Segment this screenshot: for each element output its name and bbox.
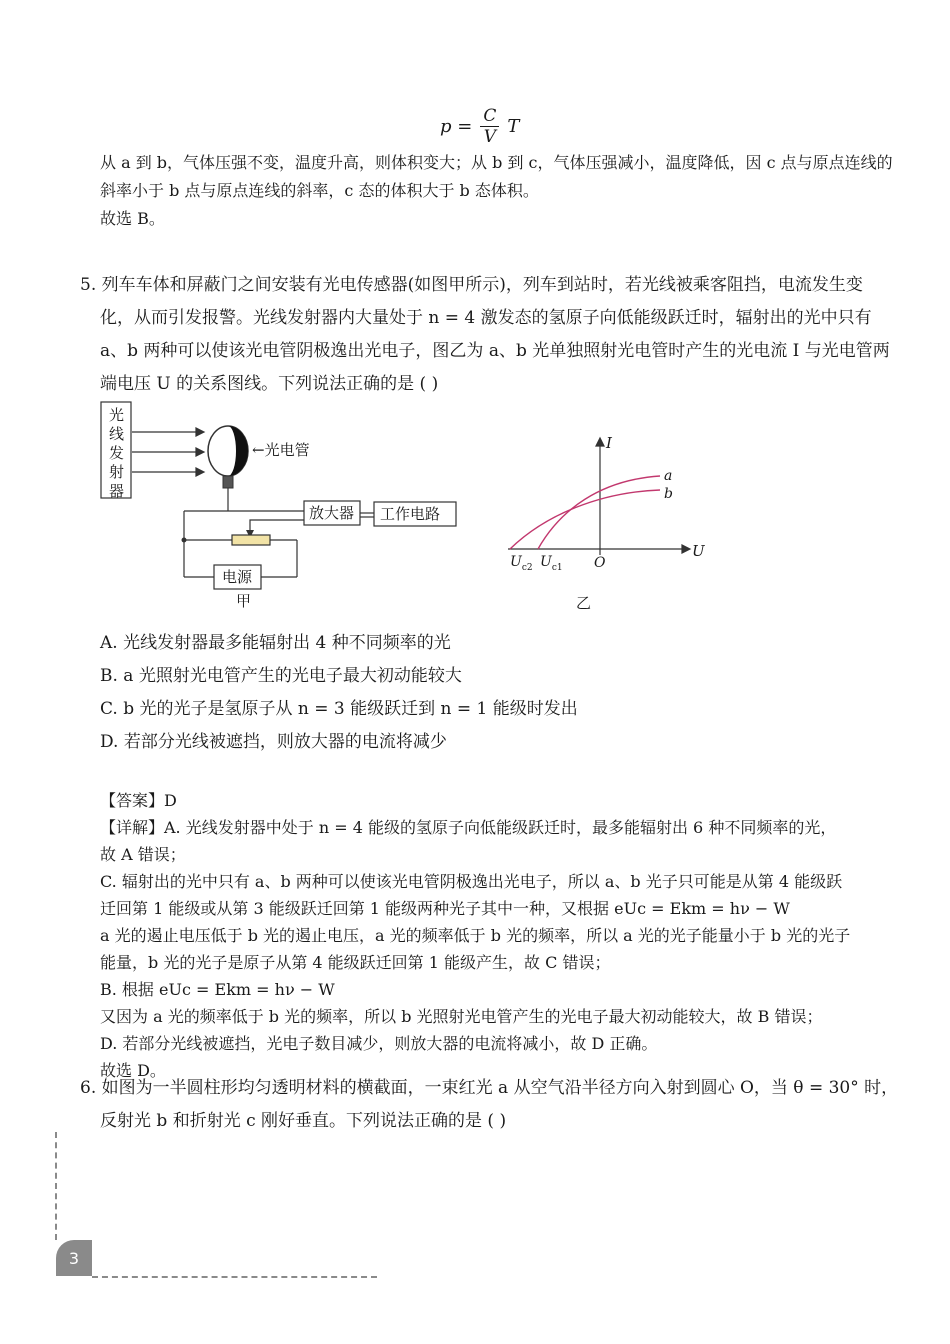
curve-a xyxy=(538,476,660,549)
option-a: A. 光线发射器最多能辐射出 4 种不同频率的光 xyxy=(100,633,451,653)
q5-conclusion: 故选 D。 xyxy=(100,1061,166,1080)
q5-line-4: 端电压 U 的关系图线。下列说法正确的是 ( ) xyxy=(100,374,439,394)
prev-solution-line-2: 斜率小于 b 点与原点连线的斜率，c 态的体积大于 b 态体积。 xyxy=(100,181,539,200)
figure-yi-caption: 乙 xyxy=(576,594,592,612)
q5-detail-6: 能量，b 光的光子是原子从第 4 能级跃迁回第 1 能级产生，故 C 错误； xyxy=(100,953,611,972)
u-axis-label: U xyxy=(692,542,705,560)
page-number: 3 xyxy=(56,1240,92,1276)
formula-lhs: p = xyxy=(440,116,473,137)
emitter-char-4: 射 xyxy=(109,463,125,481)
formula-denominator: V xyxy=(483,127,496,147)
uc1-label: $U_{c1}$ xyxy=(540,554,563,573)
tube-label: ←光电管 xyxy=(252,441,310,459)
q5-answer: 【答案】D xyxy=(100,791,177,810)
formula-numerator: C xyxy=(480,106,499,127)
q5-detail-1: 【详解】A. 光线发射器中处于 n = 4 能级的氢原子向低能级跃迁时，最多能辐射出 6 种不同频率的光， xyxy=(100,818,837,837)
power-label: 电源 xyxy=(222,568,253,586)
q5-detail-4: 迁回第 1 能级或从第 3 能级跃迁回第 1 能级两种光子其中一种，又根据 eUc = Ekm = hν − W xyxy=(100,899,790,918)
uc2-label: $U_{c2}$ xyxy=(510,554,533,573)
origin-label: O xyxy=(594,555,606,571)
prev-conclusion: 故选 B。 xyxy=(100,209,165,228)
work-circuit-label: 工作电路 xyxy=(380,505,441,523)
q6-line-1: 6. 如图为一半圆柱形均匀透明材料的横截面，一束红光 a 从空气沿半径方向入射到圆心 O，当 θ = 30° 时， xyxy=(80,1078,899,1098)
prev-solution-line-1: 从 a 到 b，气体压强不变，温度升高，则体积变大；从 b 到 c，气体压强减小，温度降低，因 c 点与原点连线的 xyxy=(100,153,893,172)
margin-dash-horizontal xyxy=(92,1276,377,1278)
curve-a-label: a xyxy=(664,468,673,484)
i-axis-label: I xyxy=(606,434,612,452)
figure-yi-graph xyxy=(0,0,950,620)
q5-line-1: 5. 列车车体和屏蔽门之间安装有光电传感器(如图甲所示)，列车到站时，若光线被乘客阻挡，电流发生变 xyxy=(80,275,863,295)
q5-detail-5: a 光的遏止电压低于 b 光的遏止电压，a 光的频率低于 b 光的频率，所以 a 光的光子能量小于 b 光的光子 xyxy=(100,926,851,945)
option-c: C. b 光的光子是氢原子从 n = 3 能级跃迁到 n = 1 能级时发出 xyxy=(100,699,578,719)
option-b: B. a 光照射光电管产生的光电子最大初动能较大 xyxy=(100,666,462,686)
emitter-char-5: 器 xyxy=(109,482,125,500)
q5-detail-2: 故 A 错误； xyxy=(100,845,186,864)
q6-line-2: 反射光 b 和折射光 c 刚好垂直。下列说法正确的是 ( ) xyxy=(100,1111,507,1131)
emitter-char-1: 光 xyxy=(109,406,125,424)
q5-detail-8: 又因为 a 光的频率低于 b 光的频率，所以 b 光照射光电管产生的光电子最大初动能较大，故 B 错误； xyxy=(100,1007,823,1026)
formula-rhs: T xyxy=(507,116,520,137)
figure-jia-caption: 甲 xyxy=(236,592,252,610)
q5-detail-9: D. 若部分光线被遮挡，光电子数目减少，则放大器的电流将减小，故 D 正确。 xyxy=(100,1034,658,1053)
q5-detail-3: C. 辐射出的光中只有 a、b 两种可以使该光电管阴极逸出光电子，所以 a、b 光子只可能是从第 4 能级跃 xyxy=(100,872,843,891)
curve-b-label: b xyxy=(664,486,673,502)
q5-line-3: a、b 两种可以使该光电管阴极逸出光电子，图乙为 a、b 光单独照射光电管时产生的光电流 I 与光电管两 xyxy=(100,341,890,361)
emitter-char-2: 线 xyxy=(109,425,125,443)
option-d: D. 若部分光线被遮挡，则放大器的电流将减少 xyxy=(100,732,447,752)
margin-dash-vertical xyxy=(55,1132,57,1240)
q5-line-2: 化，从而引发报警。光线发射器内大量处于 n = 4 激发态的氢原子向低能级跃迁时，辐射出的光中只有 xyxy=(100,308,872,328)
emitter-char-3: 发 xyxy=(109,444,125,462)
amplifier-label: 放大器 xyxy=(309,504,355,522)
q5-detail-7: B. 根据 eUc = Ekm = hν − W xyxy=(100,980,335,999)
